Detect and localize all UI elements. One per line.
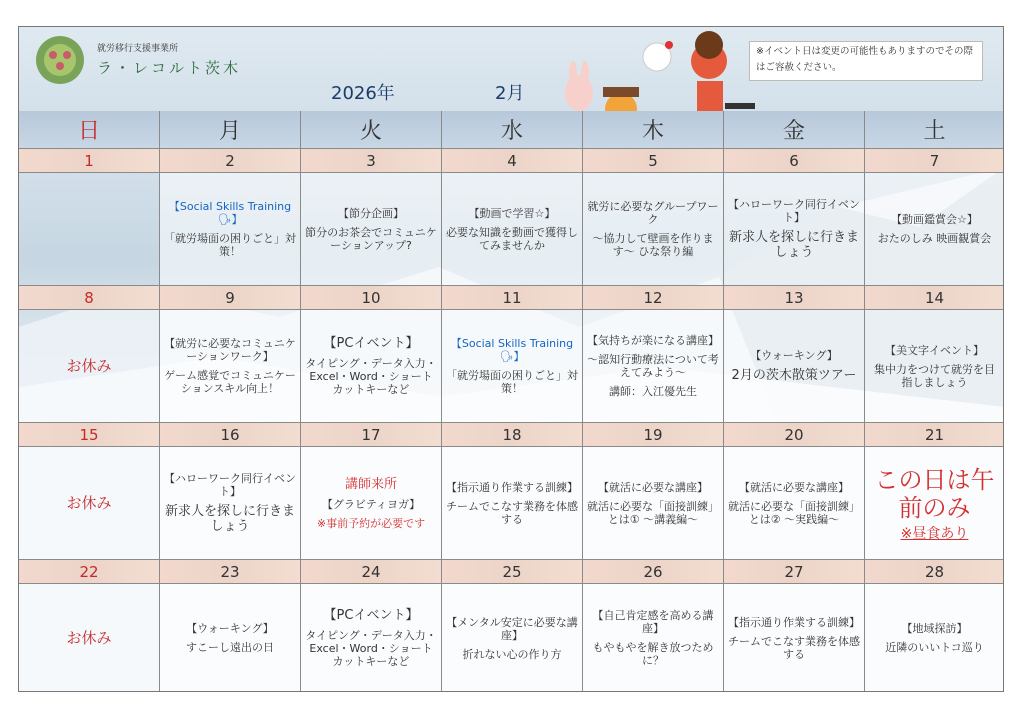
day-number: 18 [442,423,583,447]
event-title: 【気持ちが楽になる講座】 [587,334,719,347]
weekday-sun: 日 [19,111,160,149]
day-number: 10 [301,286,442,310]
event-body: おたのしみ 映画観賞会 [877,232,992,245]
day-cell [19,584,160,692]
event-title: 【ウォーキング】 [750,349,838,362]
day-number: 7 [865,149,1004,173]
day-cell [865,173,1004,286]
event-title: 【動画で学習☆】 [468,206,556,220]
day-cell [583,584,724,692]
day-number: 13 [724,286,865,310]
day-cell [442,584,583,692]
day-cell [160,310,301,423]
day-cell [19,310,160,423]
event-title: 【Social Skills Training🗣】 [168,200,292,226]
event-lecturer: 講師：入江優先生 [609,385,697,398]
day-number: 22 [19,560,160,584]
day-number: 8 [19,286,160,310]
day-cell [301,584,442,692]
event-title: 【就活に必要な講座】 [598,480,708,494]
day-number: 6 [724,149,865,173]
event-title: 講師来所 [344,476,397,492]
day-cell [442,310,583,423]
event-title: 【節分企画】 [338,206,404,220]
weekday-sat: 土 [865,111,1004,149]
holiday-label: お休み [66,356,112,375]
event-body: 〜認知行動療法について考えてみよう〜 [587,353,719,379]
event-title: 【美文字イベント】 [885,343,984,357]
event-title: 【PCイベント】 [323,608,419,623]
day-cell [301,310,442,423]
event-title: 【PCイベント】 [323,336,419,351]
event-body: 〜協力して壁画を作ります〜 ひな祭り編 [592,232,714,258]
event-body: すこーし遠出の日 [186,641,274,654]
event-body: ゲーム感覚でコミュニケーションスキル向上！ [164,369,296,395]
day-cell [583,173,724,286]
day-number: 15 [19,423,160,447]
logo-icon [35,35,85,85]
org-subtitle: 就労移行支援事業所 [97,44,179,54]
day-cell [724,447,865,560]
day-number: 28 [865,560,1004,584]
day-number: 11 [442,286,583,310]
day-number: 21 [865,423,1004,447]
event-body: タイピング・データ入力・Excel・Word・ショートカットキーなど [305,629,437,668]
notice-box: ※イベント日は変更の可能性もありますのでその際はご容赦ください。 [749,41,983,81]
calendar-sheet [18,26,1004,692]
org-name: ラ・レコルト茨木 [97,59,242,77]
calendar-grid [19,111,1004,692]
event-body: 【グラビティヨガ】 [321,497,421,511]
event-body: 就活に必要な「面接訓練」とは② 〜実践編〜 [728,499,860,526]
event-body: 2月の茨木散策ツアー [731,368,857,383]
day-number: 12 [583,286,724,310]
weekday-thu: 木 [583,111,724,149]
lunch-note: ※昼食あり [900,525,969,542]
event-body: チームでこなす業務を体感する [728,634,860,661]
event-body: もやもやを解き放つために？ [592,641,714,667]
day-cell [724,584,865,692]
event-title: 【Social Skills Training🗣】 [450,337,574,363]
day-number: 9 [160,286,301,310]
weekday-tue: 火 [301,111,442,149]
weekday-wed: 水 [442,111,583,149]
day-number: 2 [160,149,301,173]
event-title: 【動画鑑賞会☆】 [891,213,978,226]
day-cell [865,447,1004,560]
holiday-label: お休み [66,628,112,647]
year-label: 2026年 [331,83,395,104]
day-number: 16 [160,423,301,447]
event-body: 集中力をつけて就労を目指しましょう [874,362,995,389]
weekday-fri: 金 [724,111,865,149]
day-cell [724,173,865,286]
event-title: 【就活に必要な講座】 [739,480,849,494]
day-number: 27 [724,560,865,584]
event-body: タイピング・データ入力・Excel・Word・ショートカットキーなど [305,357,437,396]
event-body: 「就労場面の困りごと」対策！ [446,369,578,395]
event-body: 折れない心の作り方 [462,647,562,661]
event-title: 【ハローワーク同行イベント】 [728,198,860,224]
day-cell [583,447,724,560]
day-number: 1 [19,149,160,173]
event-body: 新求人を探しに行きましょう [728,230,859,260]
day-number: 5 [583,149,724,173]
day-cell [442,173,583,286]
day-cell [865,310,1004,423]
weekday-mon: 月 [160,111,301,149]
event-title: 【指示通り作業する訓練】 [728,615,860,629]
event-title: 【地域探訪】 [901,622,968,635]
day-number: 20 [724,423,865,447]
event-body: チームでこなす業務を体感する [446,499,578,526]
event-title: 【就労に必要なコミュニケーションワーク】 [164,337,296,363]
event-body: 近隣のいいトコ巡り [885,641,984,654]
day-cell [724,310,865,423]
day-cell [865,584,1004,692]
event-title: 【自己肯定感を高める講座】 [592,609,714,635]
event-title: 就労に必要なグループワーク [587,200,719,226]
event-title: 【指示通り作業する訓練】 [446,480,578,494]
day-cell [583,310,724,423]
day-cell [442,447,583,560]
day-number: 19 [583,423,724,447]
day-number: 14 [865,286,1004,310]
event-title: 【ウォーキング】 [186,622,274,635]
event-title: 【ハローワーク同行イベント】 [164,472,296,498]
day-number: 24 [301,560,442,584]
event-body: 新求人を探しに行きましょう [164,504,295,534]
day-cell [160,447,301,560]
day-cell [301,173,442,286]
event-body: 必要な知識を動画で獲得してみませんか [446,225,578,252]
event-title: 【メンタル安定に必要な講座】 [446,615,578,642]
day-cell [160,173,301,286]
half-day-label: この日は午前のみ [874,465,995,522]
day-number: 25 [442,560,583,584]
day-number: 26 [583,560,724,584]
holiday-label: お休み [66,493,112,512]
day-number: 4 [442,149,583,173]
event-body: 「就労場面の困りごと」対策！ [164,232,296,258]
event-body: 就活に必要な「面接訓練」とは① 〜講義編〜 [587,499,719,526]
day-number: 23 [160,560,301,584]
month-label: 2月 [495,83,525,104]
event-note: ※事前予約が必要です [316,516,426,530]
day-cell [160,584,301,692]
day-number: 17 [301,423,442,447]
day-number: 3 [301,149,442,173]
day-cell [301,447,442,560]
day-cell [19,447,160,560]
event-body: 節分のお茶会でコミュニケーションアップ? [305,225,437,252]
day-cell [19,173,160,286]
